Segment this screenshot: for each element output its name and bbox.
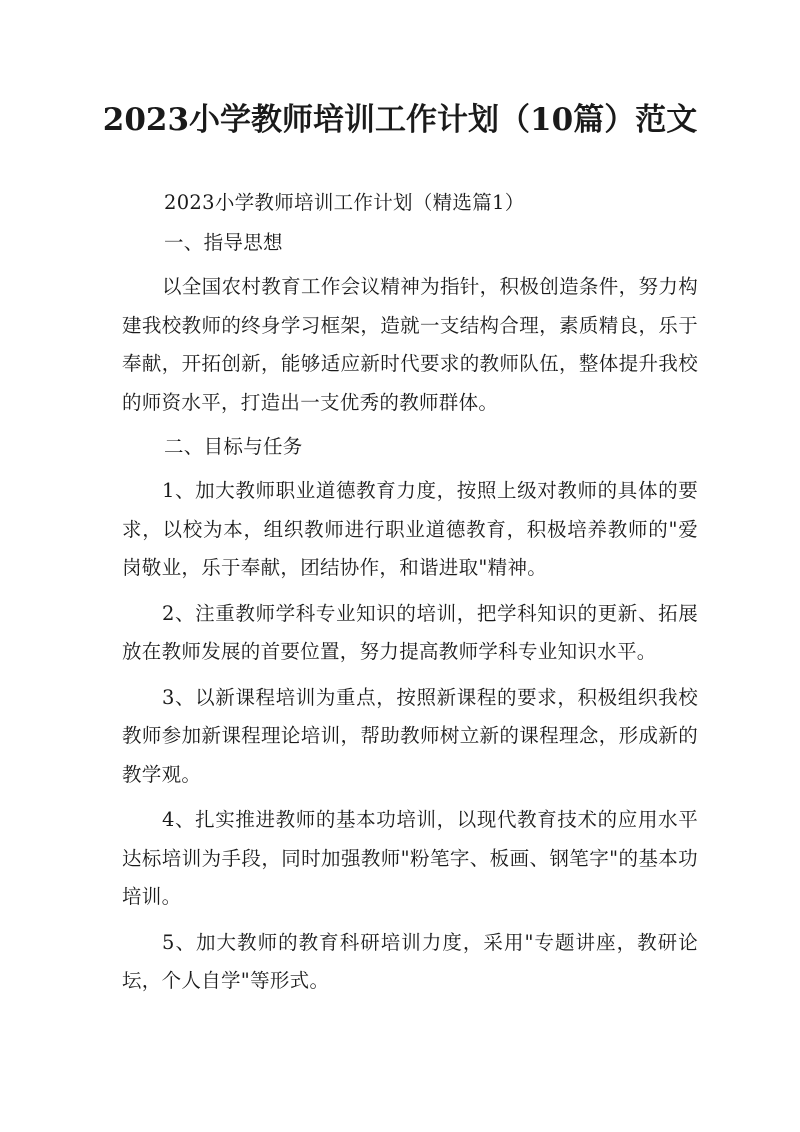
paragraph-goal-1: 1、加大教师职业道德教育力度，按照上级对教师的具体的要求，以校为本，组织教师进行职业道德教育，积极培养教师的"爱岗敬业，乐于奉献，团结协作，和谐进取"精神。 <box>122 479 698 579</box>
paragraph-goal-4: 4、扎实推进教师的基本功培训，以现代教育技术的应用水平达标培训为手段，同时加强教师"粉笔字、板画、钢笔字"的基本功培训。 <box>122 808 698 908</box>
paragraph-goal-5: 5、加大教师的教育科研培训力度，采用"专题讲座，教研论坛，个人自学"等形式。 <box>122 930 698 992</box>
paragraph-guiding-ideology: 以全国农村教育工作会议精神为指针，积极创造条件，努力构建我校教师的终身学习框架，造就一支结构合理，素质精良，乐于奉献，开拓创新，能够适应新时代要求的教师队伍，整体提升我校的师资水平，打造出一支优秀的教师群体。 <box>122 275 698 414</box>
section-heading-guiding-ideology: 一、指导思想 <box>164 231 283 254</box>
paragraph-goal-2: 2、注重教师学科专业知识的培训，把学科知识的更新、拓展放在教师发展的首要位置，努力提高教师学科专业知识水平。 <box>122 601 698 663</box>
document-title: 2023小学教师培训工作计划（10篇）范文 <box>102 102 698 138</box>
section-heading-goals-tasks: 二、目标与任务 <box>164 435 303 458</box>
document-subtitle: 2023小学教师培训工作计划（精选篇1） <box>164 191 525 214</box>
paragraph-goal-3: 3、以新课程培训为重点，按照新课程的要求，积极组织我校教师参加新课程理论培训，帮助教师树立新的课程理念，形成新的教学观。 <box>122 685 698 786</box>
document-body <box>122 184 698 1001</box>
